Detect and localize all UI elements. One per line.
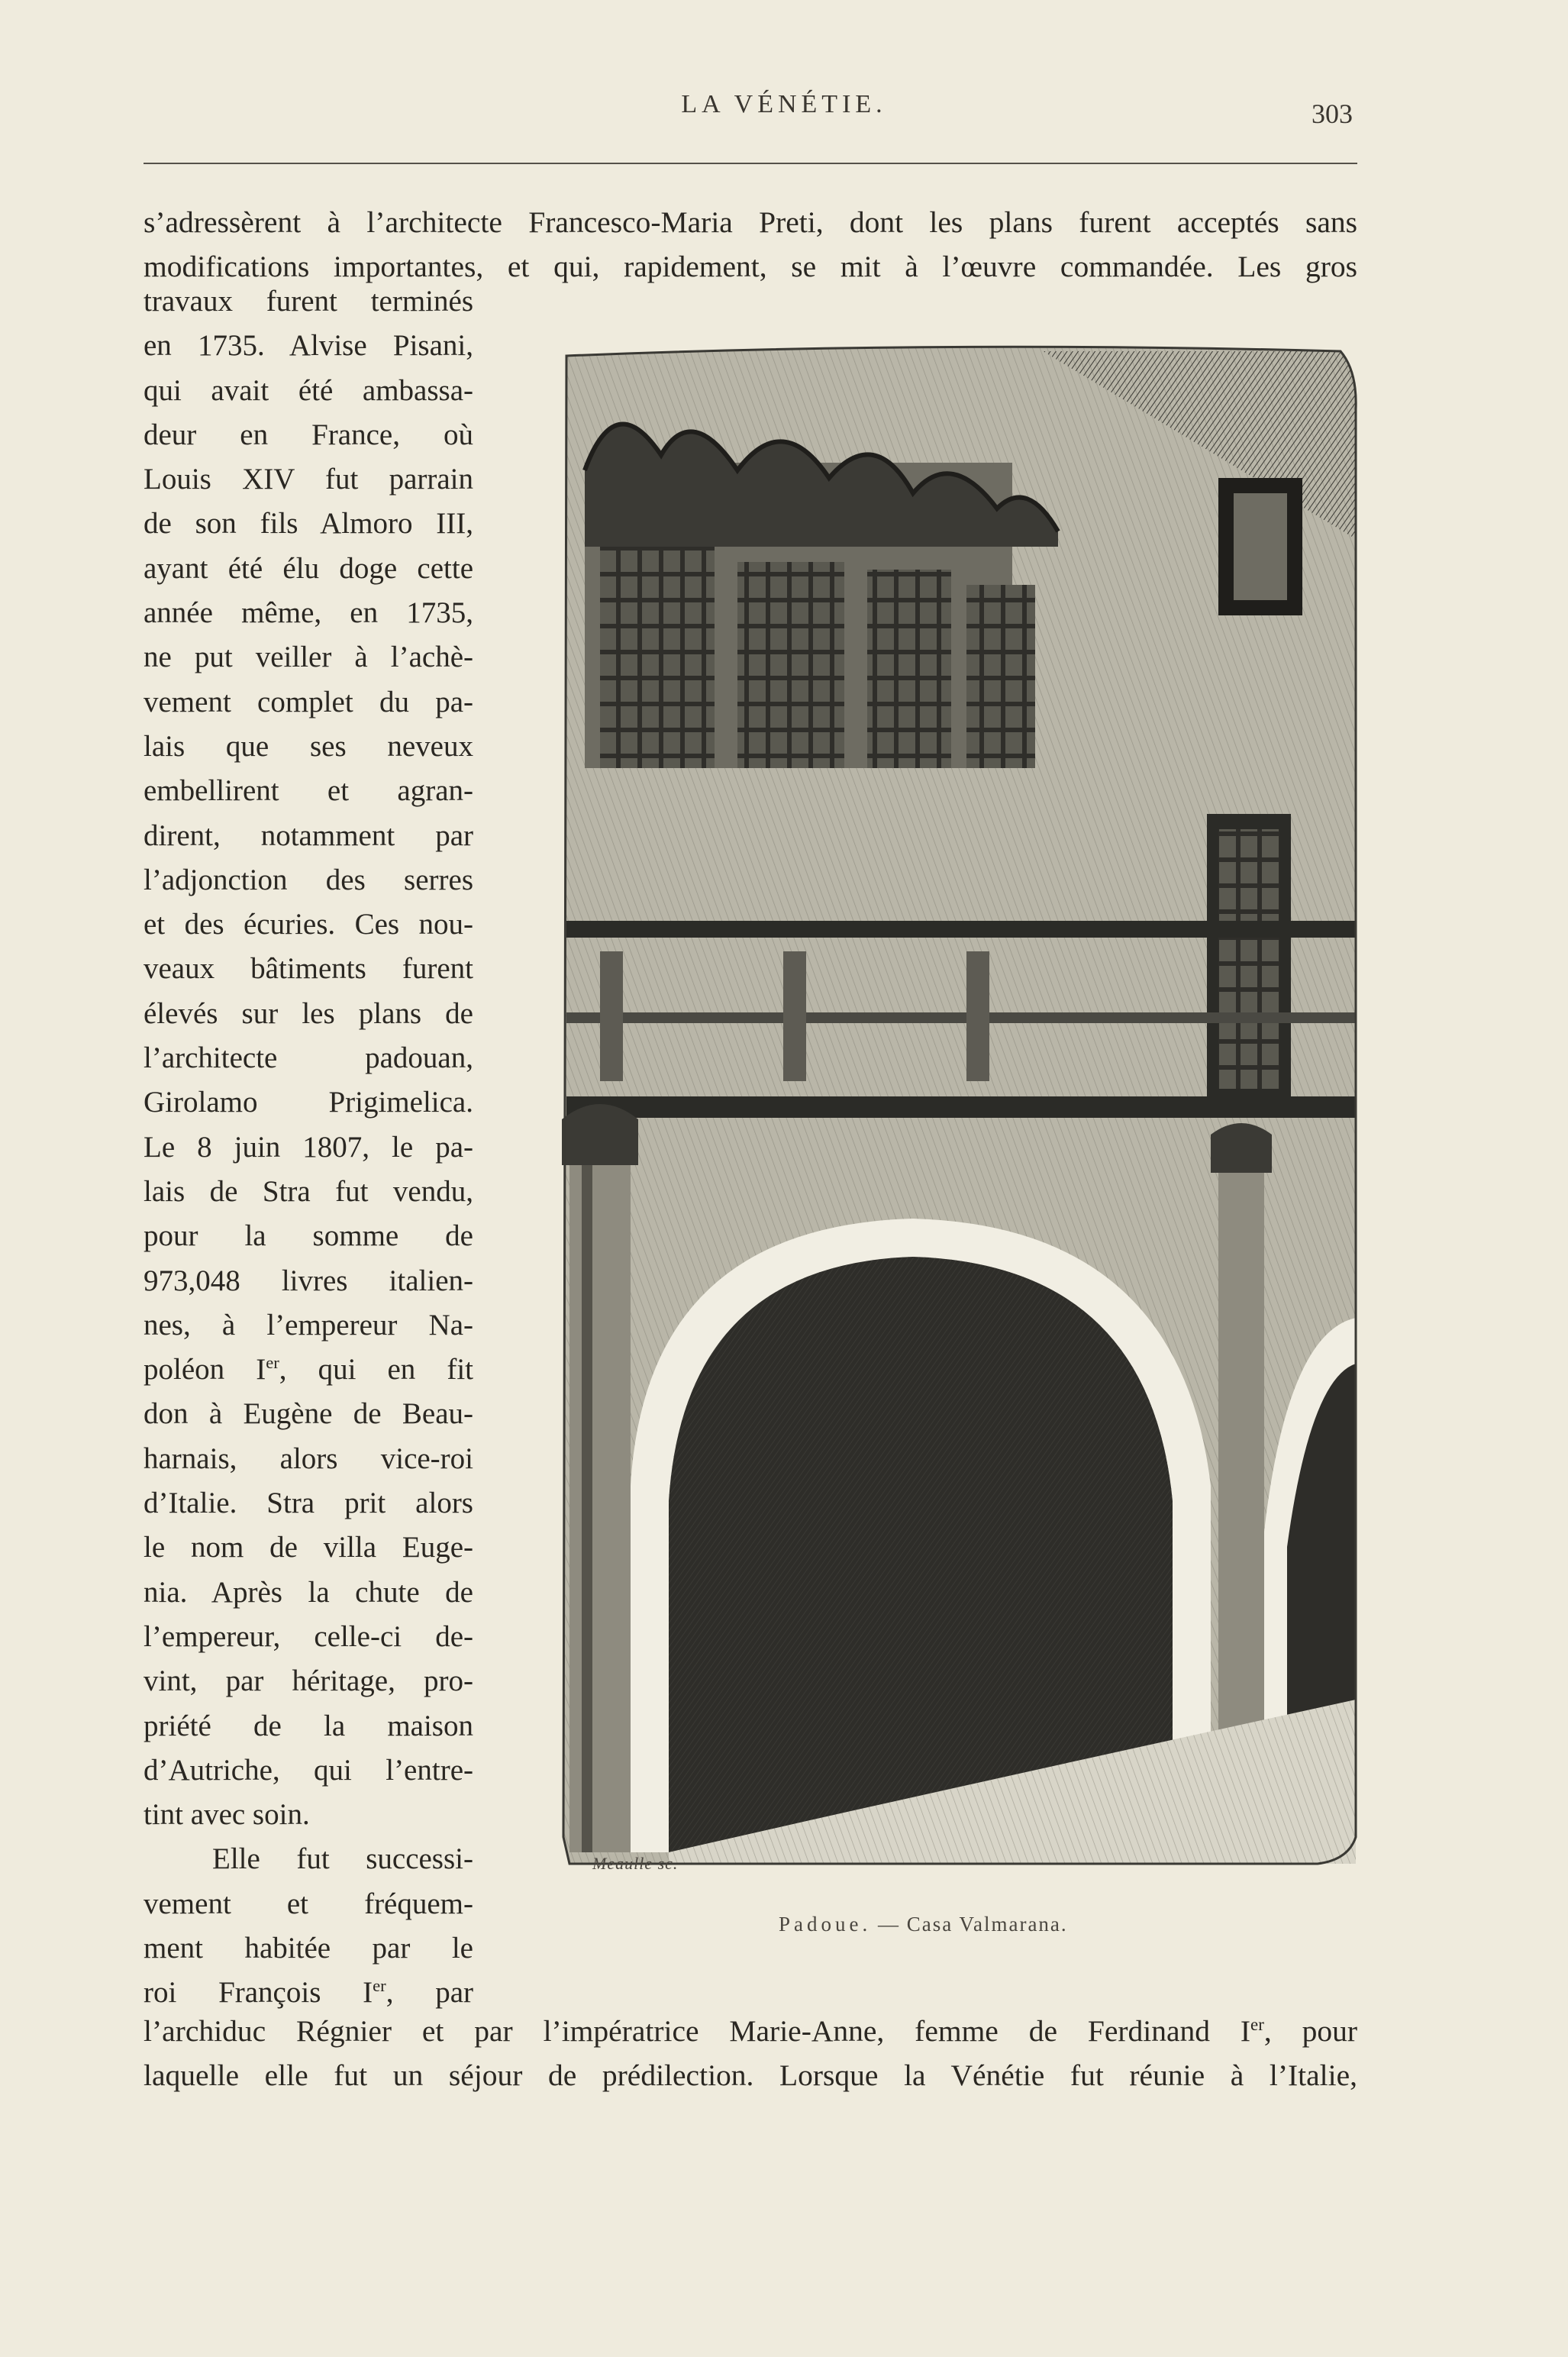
caption-dash: — xyxy=(877,1913,900,1936)
column-line-text: , par xyxy=(386,1976,473,2010)
column-line xyxy=(144,1348,473,1392)
running-head: LA VÉNÉTIE. xyxy=(681,90,887,118)
column-line: de son fils Almoro III, xyxy=(144,507,473,541)
column-line: lais de Stra fut vendu, xyxy=(144,1174,473,1208)
column-line: embellirent et agran- xyxy=(144,774,473,808)
column-line: harnais, alors vice-roi xyxy=(144,1442,473,1475)
header-rule xyxy=(144,163,1357,164)
paragraph-top xyxy=(144,200,1357,289)
column-line: d’Autriche, qui l’entre- xyxy=(144,1753,473,1787)
column-line: dirent, notamment par xyxy=(144,818,473,852)
column-line: d’Italie. Stra prit alors xyxy=(144,1487,473,1520)
page-number: 303 xyxy=(1312,98,1353,129)
column-line-text: poléon I xyxy=(144,1353,266,1387)
column-line: qui avait été ambassa- xyxy=(144,373,473,407)
column-line: travaux furent terminés xyxy=(144,285,473,318)
column-line-text: , qui en fit xyxy=(279,1353,473,1387)
column-line: Le 8 juin 1807, le pa- xyxy=(144,1130,473,1164)
column-line: vint, par héritage, pro- xyxy=(144,1664,473,1698)
text-line: laquelle elle fut un séjour de prédilection. Lorsque la Vénétie fut réunie à l’Italie, xyxy=(144,2058,1357,2092)
text-line-part: l’archiduc Régnier et par l’impératrice Marie-Anne, femme de Ferdinand I xyxy=(144,2014,1251,2048)
column-line: Girolamo Prigimelica. xyxy=(144,1086,473,1119)
column-line: nia. Après la chute de xyxy=(144,1575,473,1609)
superscript: er xyxy=(266,1353,279,1373)
text-line xyxy=(144,2009,1357,2053)
column-line: ne put veiller à l’achè- xyxy=(144,641,473,674)
engraving-image xyxy=(554,341,1362,1875)
column-line: ayant été élu doge cette xyxy=(144,551,473,585)
column-line: élevés sur les plans de xyxy=(144,996,473,1030)
column-line: vement et fréquem- xyxy=(144,1887,473,1920)
column-line: en 1735. Alvise Pisani, xyxy=(144,329,473,363)
column-line: tint avec soin. xyxy=(144,1798,310,1832)
column-line: année même, en 1735, xyxy=(144,596,473,630)
column-line: l’empereur, celle-ci de- xyxy=(144,1619,473,1653)
caption-subject: Casa Valmarana. xyxy=(906,1913,1068,1936)
column-line: 973,048 livres italien- xyxy=(144,1264,473,1297)
text-line: s’adressèrent à l’architecte Francesco-Maria Preti, dont les plans furent acceptés sans xyxy=(144,205,1357,239)
column-line: l’architecte padouan, xyxy=(144,1041,473,1075)
column-line: priété de la maison xyxy=(144,1709,473,1742)
column-line: vement complet du pa- xyxy=(144,685,473,718)
text-line: modifications importantes, et qui, rapidement, se mit à l’œuvre commandée. Les gros xyxy=(144,250,1357,283)
superscript: er xyxy=(1250,2014,1264,2034)
text-line-part: , pour xyxy=(1263,2014,1357,2048)
column-line: l’adjonction des serres xyxy=(144,863,473,896)
figure-engraving xyxy=(554,341,1362,1875)
column-line: lais que ses neveux xyxy=(144,729,473,763)
column-line-text: roi François I xyxy=(144,1976,373,2010)
engraver-signature: Meaulle sc. xyxy=(592,1854,679,1873)
column-line: nes, à l’empereur Na- xyxy=(144,1308,473,1342)
text-column xyxy=(144,279,473,2016)
column-line: deur en France, où xyxy=(144,418,473,451)
figure-caption xyxy=(779,1913,1068,1936)
column-line: don à Eugène de Beau- xyxy=(144,1397,473,1431)
column-line: le nom de villa Euge- xyxy=(144,1531,473,1564)
paragraph-bottom xyxy=(144,2009,1357,2097)
column-line: pour la somme de xyxy=(144,1219,473,1253)
caption-place: Padoue. xyxy=(779,1913,872,1936)
column-line: et des écuries. Ces nou- xyxy=(144,908,473,941)
column-line: Louis XIV fut parrain xyxy=(144,463,473,496)
column-line: Elle fut successi- xyxy=(212,1842,473,1876)
column-line: ment habitée par le xyxy=(144,1931,473,1965)
superscript: er xyxy=(373,1976,386,1996)
column-line: veaux bâtiments furent xyxy=(144,952,473,986)
